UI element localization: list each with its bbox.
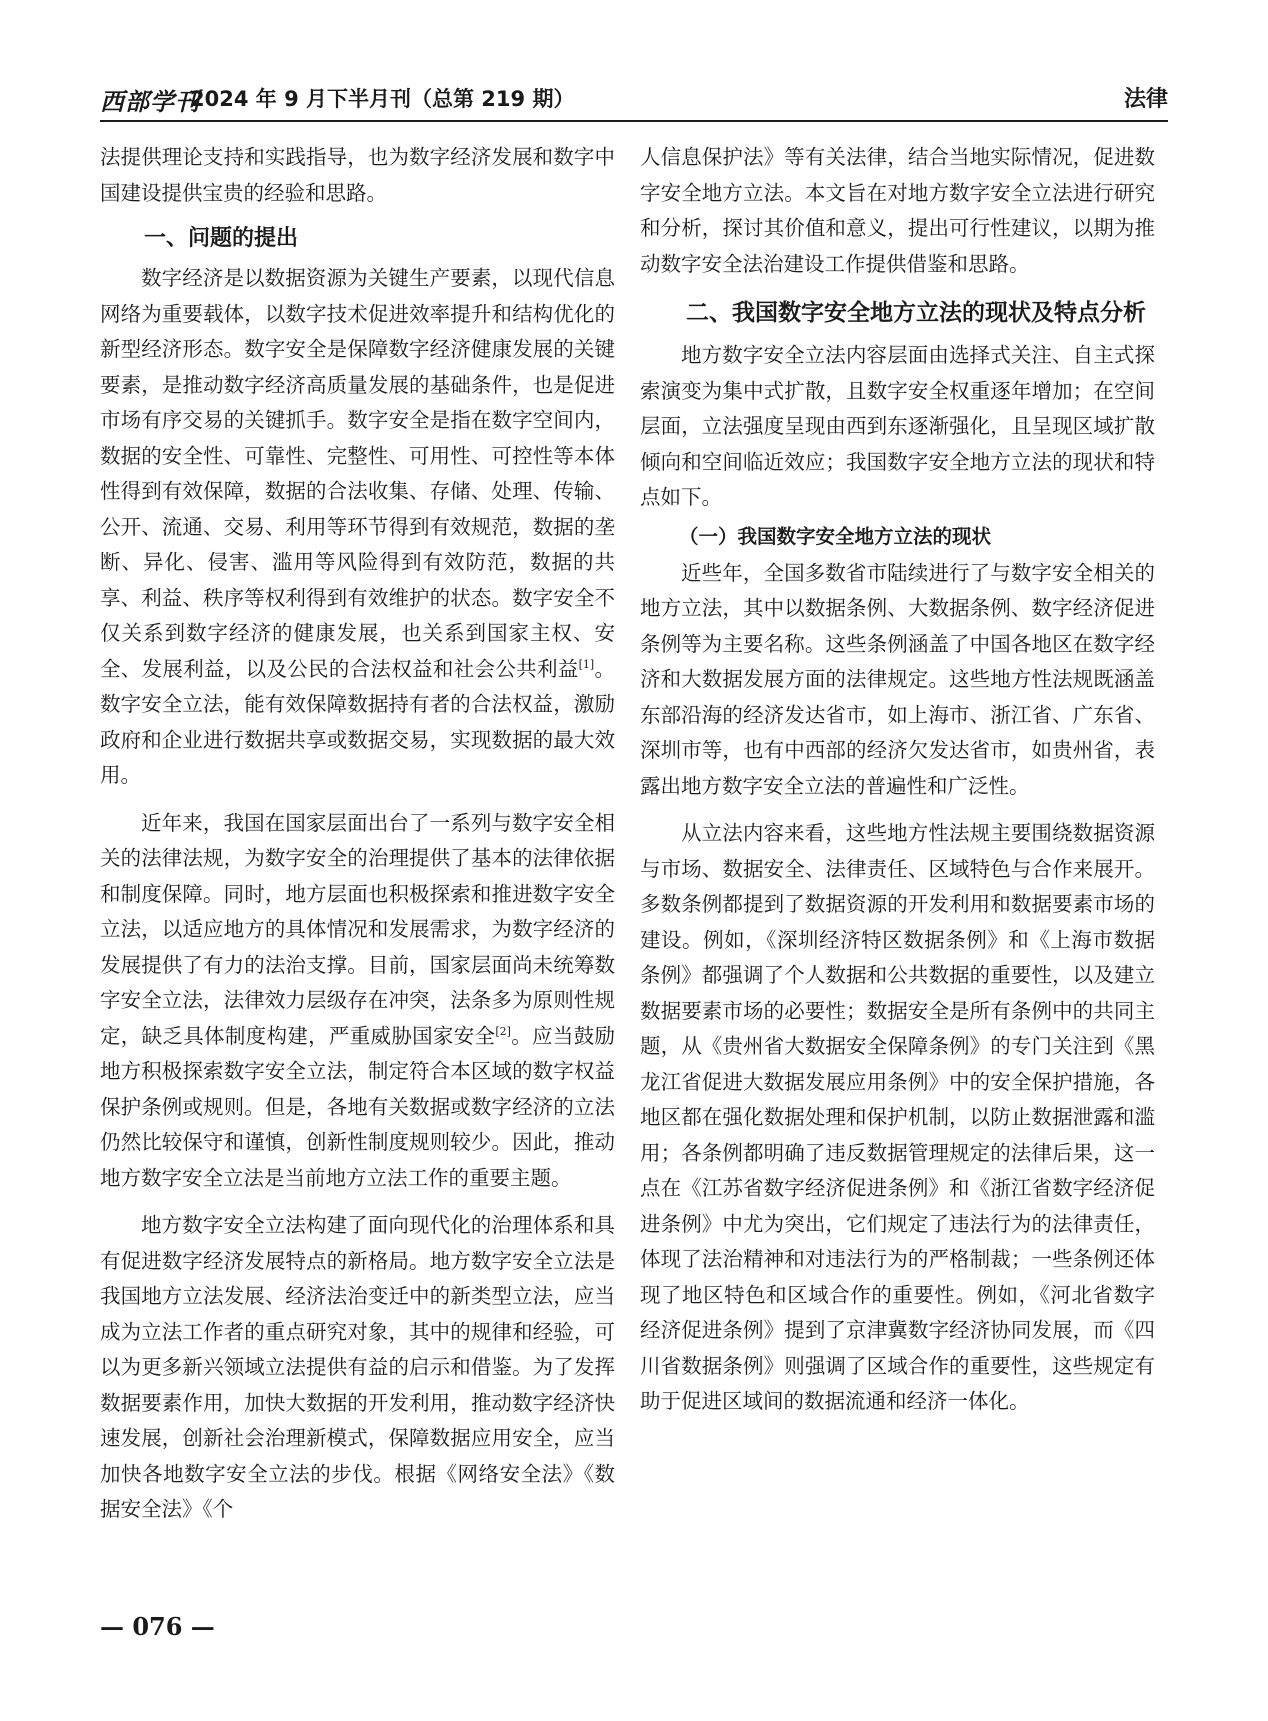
issue-info: 2024 年 9 月下半月刊（总第 219 期） bbox=[190, 87, 575, 111]
paragraph-content-analysis: 从立法内容来看，这些地方性法规主要围绕数据资源与市场、数据安全、法律责任、区域特色与合作来展开。多数条例都提到了数据资源的开发利用和数据要素市场的建设。例如，《深圳经济特区数据条例》和《上海市数据条例》都强调了个人数据和公共数据的重要性，以及建立数据要素市场的必要性；数据安全是所有条例中的共同主题，从《贵州省大数据安全保障条例》的专门关注到《黑龙江省促进大数据发展应用条例》中的安全保护措施，各地区都在强化数据处理和保护机制，以防止数据泄露和滥用；各条例都明确了违反数据管理规定的法律后果，这一点在《江苏省数字经济促进条例》和《浙江省数字经济促进条例》中尤为突出，它们规定了违法行为的法律责任，体现了法治精神和对违法行为的严格制裁；一些条例还体现了地区特色和区域合作的重要性。例如，《河北省数字经济促进条例》提到了京津冀数字经济协同发展，而《四川省数据条例》则强调了区域合作的重要性，这些规定有助于促进区域间的数据流通和经济一体化。 bbox=[640, 821, 1155, 1413]
paragraph-overview: 地方数字安全立法内容层面由选择式关注、自主式探索演变为集中式扩散，且数字安全权重逐年增加；在空间层面，立法强度呈现由西到东逐渐强化，且呈现区域扩散倾向和空间临近效应；我国数字安全地方立法的现状和特点如下。 bbox=[640, 343, 1155, 509]
header-rule bbox=[100, 120, 1168, 122]
section-name: 法律 bbox=[1123, 87, 1168, 112]
citation-ref-1: [1] bbox=[578, 657, 595, 671]
paragraph-status: 近些年，全国多数省市陆续进行了与数字安全相关的地方立法，其中以数据条例、大数据条例、数字经济促进条例等为主要名称。这些条例涵盖了中国各地区在数字经济和大数据发展方面的法律规定。这些地方性法规既涵盖东部沿海的经济发达省市，如上海市、浙江省、广东省、深圳市等，也有中西部的经济欠发达省市，如贵州省，表露出地方数字安全立法的普遍性和广泛性。 bbox=[640, 560, 1155, 798]
paragraph-text: 数字经济是以数据资源为关键生产要素，以现代信息网络为重要载体，以数字技术促进效率提升和结构优化的新型经济形态。数字安全是保障数字经济健康发展的关键要素，是推动数字经济高质量发展的基础条件，也是促进市场有序交易的关键抓手。数字安全是指在数字空间内，数据的安全性、可靠性、完整性、可用性、可控性等本体性得到有效保障，数据的合法收集、存储、处理、传输、公开、流通、交易、利用等环节得到有效规范，数据的垄断、异化、侵害、滥用等风险得到有效防范，数据的共享、利益、秩序等权利得到有效维护的状态。数字安全不仅关系到数字经济的健康发展，也关系到国家主权、安全、发展利益，以及公民的合法权益和社会公共利益 bbox=[100, 266, 615, 681]
paragraph-recent-years bbox=[100, 806, 615, 1197]
running-header bbox=[100, 82, 1168, 124]
right-column bbox=[640, 140, 1155, 1420]
paragraph-local-legislation: 地方数字安全立法构建了面向现代化的治理体系和具有促进数字经济发展特点的新格局。地方数字安全立法是我国地方立法发展、经济法治变迁中的新类型立法，应当成为立法工作者的重点研究对象，其中的规律和经验，可以为更多新兴领域立法提供有益的启示和借鉴。为了发挥数据要素作用，加快大数据的开发利用，推动数字经济快速发展，创新社会治理新模式，保障数据应用安全，应当加快各地数字安全立法的步伐。根据《网络安全法》《数据安全法》《个 bbox=[100, 1213, 615, 1521]
section-heading-1: 一、问题的提出 bbox=[144, 226, 299, 251]
paragraph-digital-economy bbox=[100, 261, 615, 794]
page-number: — 076 — bbox=[100, 1612, 215, 1641]
paragraph-text: 。应当鼓励地方积极探索数字安全立法，制定符合本区域的数字权益保护条例或规则。但是，各地有关数据或数字经济的立法仍然比较保守和谨慎，创新性制度规则较少。因此，推动地方数字安全立法是当前地方立法工作的重要主题。 bbox=[100, 1023, 616, 1190]
paragraph-text: 近年来，我国在国家层面出台了一系列与数字安全相关的法律法规，为数字安全的治理提供了基本的法律依据和制度保障。同时，地方层面也积极探索和推进数字安全立法，以适应地方的具体情况和发展需求，为数字经济的发展提供了有力的法治支撑。目前，国家层面尚未统筹数字安全立法，法律效力层级存在冲突，法条多为原则性规定，缺乏具体制度构建，严重威胁国家安全 bbox=[100, 810, 615, 1048]
journal-logo: 西部学刊 bbox=[100, 87, 200, 116]
paragraph-intro-continued: 法提供理论支持和实践指导，也为数字经济发展和数字中国建设提供宝贵的经验和思路。 bbox=[100, 145, 615, 205]
paragraph-gap bbox=[100, 794, 615, 806]
paragraph-continued: 人信息保护法》等有关法律，结合当地实际情况，促进数字安全地方立法。本文旨在对地方数字安全立法进行研究和分析，探讨其价值和意义，提出可行性建议，以期为推动数字安全法治建设工作提供借鉴和思路。 bbox=[640, 145, 1155, 276]
subsection-heading-1: （一）我国数字安全地方立法的现状 bbox=[679, 524, 992, 548]
citation-ref-2: [2] bbox=[495, 1024, 511, 1038]
paragraph-text: 。数字安全立法，能有效保障数据持有者的合法权益，激励政府和企业进行数据共享或数据交易，实现数据的最大效用。 bbox=[100, 656, 616, 787]
left-column bbox=[100, 140, 615, 1528]
paragraph-gap bbox=[640, 804, 1155, 816]
paragraph-gap bbox=[100, 1196, 615, 1208]
section-heading-2: 二、我国数字安全地方立法的现状及特点分析 bbox=[686, 300, 1146, 326]
